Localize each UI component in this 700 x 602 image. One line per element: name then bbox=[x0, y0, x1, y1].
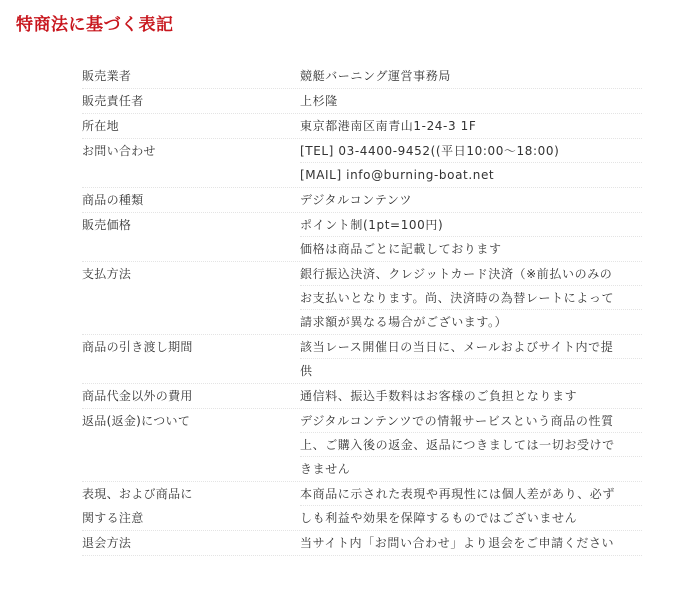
table-row-payment bbox=[82, 262, 642, 335]
row-value: 競艇バーニング運営事務局 bbox=[300, 69, 451, 83]
row-value: デジタルコンテンツ bbox=[300, 193, 413, 207]
row-value: 上杉隆 bbox=[300, 94, 338, 108]
table-row-price bbox=[82, 213, 642, 262]
row-label: 商品の引き渡し期間 bbox=[82, 340, 193, 354]
table-row-other-costs bbox=[82, 384, 642, 409]
contact-mail[interactable]: [MAIL] info@burning-boat.net bbox=[300, 162, 642, 187]
row-value: デジタルコンテンツでの情報サービスという商品の性質 上、ご購入後の返金、返品につきましては一切お受けで きません bbox=[300, 409, 642, 481]
table-row-product-type bbox=[82, 188, 642, 213]
row-value: 当サイト内「お問い合わせ」より退会をご申請ください bbox=[300, 536, 615, 550]
table-row-disclaimer bbox=[82, 482, 642, 531]
row-label: 販売価格 bbox=[82, 218, 132, 232]
commercial-law-table bbox=[82, 64, 642, 556]
row-label: 商品の種類 bbox=[82, 193, 144, 207]
row-label: 支払方法 bbox=[82, 267, 132, 281]
table-row-address bbox=[82, 114, 642, 139]
table-row-refund bbox=[82, 409, 642, 482]
row-value: 銀行振込決済、クレジットカード決済（※前払いのみの お支払いとなります。尚、決済時の為替レートによって 請求額が異なる場合がございます。） bbox=[300, 262, 642, 334]
row-label: お問い合わせ bbox=[82, 144, 156, 158]
row-label: 商品代金以外の費用 bbox=[82, 389, 193, 403]
table-row-seller bbox=[82, 64, 642, 89]
table-row-withdrawal bbox=[82, 531, 642, 556]
row-label: 返品(返金)について bbox=[82, 414, 191, 428]
row-label: 表現、および商品に 関する注意 bbox=[82, 487, 193, 525]
row-value: 東京都港南区南青山1-24-3 1F bbox=[300, 119, 477, 133]
row-value: 該当レース開催日の当日に、メールおよびサイト内で提 供 bbox=[300, 335, 642, 383]
table-row-delivery bbox=[82, 335, 642, 384]
row-value: 通信料、振込手数料はお客様のご負担となります bbox=[300, 389, 578, 403]
row-label: 販売業者 bbox=[82, 69, 132, 83]
row-label: 退会方法 bbox=[82, 536, 132, 550]
page-title: 特商法に基づく表記 bbox=[16, 15, 174, 35]
row-label: 所在地 bbox=[82, 119, 119, 133]
contact-tel: [TEL] 03-4400-9452((平日10:00〜18:00) bbox=[300, 144, 560, 158]
table-row-contact bbox=[82, 139, 642, 188]
table-row-manager bbox=[82, 89, 642, 114]
row-label: 販売責任者 bbox=[82, 94, 144, 108]
row-value bbox=[300, 139, 642, 187]
row-value: ポイント制(1pt=100円) 価格は商品ごとに記載しております bbox=[300, 213, 642, 261]
row-value: 本商品に示された表現や再現性には個人差があり、必ず しも利益や効果を保障するものではございません bbox=[300, 482, 642, 530]
